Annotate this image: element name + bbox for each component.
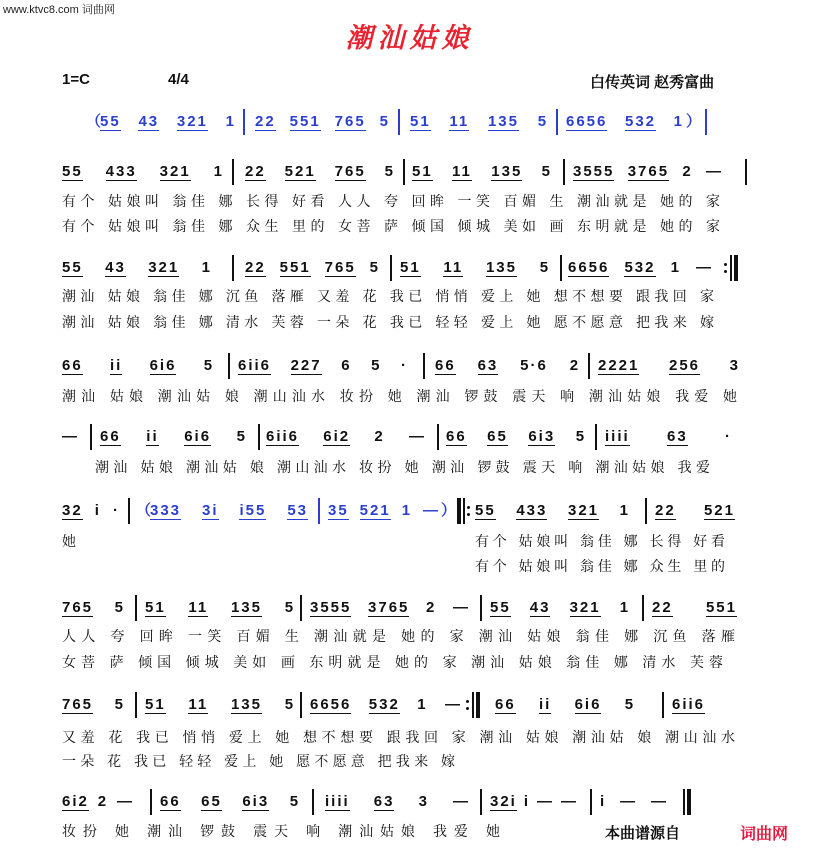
measure [255, 109, 390, 135]
barline [595, 424, 597, 450]
staff-row [0, 595, 819, 621]
note-group: 43 [138, 113, 160, 130]
note-group: 6i6 [184, 428, 212, 445]
note-group: 35 [328, 502, 349, 519]
note-group: 6i2 [62, 793, 89, 810]
note-group: 521 [284, 163, 316, 180]
barline [232, 255, 234, 281]
source-note: 本曲谱源自 [605, 825, 681, 842]
note-group: 433 [105, 163, 137, 180]
measure [62, 498, 120, 524]
barline [228, 353, 230, 379]
note-group: 66 [160, 793, 181, 810]
lyric-line-ending: 她 [62, 534, 76, 550]
staff-row [0, 353, 819, 379]
measure [495, 692, 635, 718]
note-group: 5 [371, 357, 382, 374]
note-group: 3555 [310, 599, 352, 616]
measure [62, 692, 125, 718]
note-group: 22 [652, 599, 673, 616]
lyric-line-verse1: 又羞 花 我已 悄悄 爱上 她 想不想要 跟我回 家 潮汕 姑娘 潮汕姑 娘 潮山汕水 [62, 730, 735, 746]
note-group: 2 [569, 357, 580, 374]
note-group: 6i3 [242, 793, 270, 810]
note-group: 321 [176, 113, 208, 130]
note-group: 1 [670, 259, 681, 276]
note-group: 55 [100, 113, 121, 130]
note-group: 433 [516, 502, 548, 519]
note-group: 6i3 [528, 428, 556, 445]
measure [600, 789, 668, 815]
repeat-start-sign [457, 498, 473, 524]
measure [245, 159, 395, 185]
measure [605, 424, 732, 450]
note-group: — [651, 793, 668, 810]
note-group: 5 [624, 696, 635, 713]
site-watermark: www.ktvc8.com 词曲网 [3, 4, 115, 16]
staff-row [0, 498, 819, 524]
note-group: 321 [568, 502, 600, 519]
measure [412, 159, 552, 185]
note-group: — [561, 793, 578, 810]
note-group: — [537, 793, 555, 810]
time-signature: 4/4 [168, 71, 189, 88]
measure [568, 255, 713, 281]
note-group: 5 [369, 259, 380, 276]
note-group: 333 [150, 502, 182, 519]
note-group: iiii [605, 428, 630, 445]
staff-row [0, 692, 819, 718]
barline [318, 498, 320, 524]
note-group: 22 [655, 502, 676, 519]
note-group: ii [109, 357, 123, 374]
note-group: 5 [203, 357, 214, 374]
note-group: 135 [485, 259, 517, 276]
note-group: 3765 [368, 599, 410, 616]
note-group: 1 [401, 502, 413, 519]
source-site-logo: 词曲网 [740, 826, 789, 843]
note-group: 1 [225, 113, 236, 130]
note-group: — [409, 428, 426, 445]
note-group: — [453, 793, 470, 810]
barline [135, 595, 137, 621]
note-group: 3i [202, 502, 219, 519]
note-group: 227 [290, 357, 322, 374]
barline [588, 353, 590, 379]
note-group: 6i2 [323, 428, 351, 445]
measure [400, 255, 550, 281]
barline [128, 498, 130, 524]
note-group: 3765 [627, 163, 670, 180]
close-paren: ） [686, 113, 702, 130]
note-group: 532 [368, 696, 400, 713]
note-group: 65 [487, 428, 508, 445]
note-group: 66 [446, 428, 467, 445]
key-signature: 1=C [62, 71, 90, 88]
note-group: 765 [334, 163, 366, 180]
lyric-line-verse1: 有个 姑娘叫 翁佳 娜 长得 好看 人人 夸 回眸 一笑 百媚 生 潮汕就是 她的 家 [62, 194, 720, 210]
note-group: — [620, 793, 638, 810]
barline [398, 109, 400, 135]
measure [490, 789, 578, 815]
final-barline [683, 789, 699, 815]
note-group: 6i6 [149, 357, 177, 374]
note-group: 66 [435, 357, 456, 374]
note-group: — [62, 428, 79, 445]
note-group: 63 [373, 793, 395, 810]
barline [243, 109, 245, 135]
note-group: 765 [334, 113, 366, 130]
note-group: 6656 [568, 259, 610, 276]
measure [310, 595, 470, 621]
barline [437, 424, 439, 450]
note-group: 2 [374, 428, 385, 445]
barline [705, 109, 707, 135]
note-group: 11 [188, 599, 209, 616]
barline [642, 595, 644, 621]
staff-row [0, 255, 819, 281]
barline [645, 498, 647, 524]
open-paren: （ [136, 502, 152, 519]
measure [100, 109, 236, 135]
measure [62, 255, 212, 281]
measure [62, 424, 82, 450]
measure [328, 498, 440, 524]
measure [410, 109, 548, 135]
note-group: 5 [114, 696, 125, 713]
note-group: 11 [449, 113, 470, 130]
measure [62, 159, 224, 185]
note-group: 51 [412, 163, 433, 180]
repeat-end-sign [724, 255, 740, 281]
note-group: i55 [239, 502, 267, 519]
note-group: 135 [230, 599, 262, 616]
note-group: 22 [255, 113, 276, 130]
barline [258, 424, 260, 450]
note-group: 1 [619, 599, 630, 616]
barline [390, 255, 392, 281]
note-group: i [523, 793, 531, 810]
note-group: · [401, 357, 408, 374]
measure [62, 595, 125, 621]
note-group: ii [538, 696, 552, 713]
note-group: 5 [537, 113, 548, 130]
note-group: 1 [673, 113, 684, 130]
note-group: 135 [487, 113, 519, 130]
note-group: 5 [539, 259, 550, 276]
lyric-line-verse1: 人人 夸 回眸 一笑 百媚 生 潮汕就是 她的 家 潮汕 姑娘 翁佳 娜 沉鱼 落雁 [62, 629, 735, 645]
note-group: 43 [529, 599, 551, 616]
measure [62, 353, 214, 379]
note-group: — [117, 793, 134, 810]
note-group: 532 [624, 259, 656, 276]
barline [403, 159, 405, 185]
close-paren: ） [441, 502, 457, 519]
note-group: 5·6 [520, 357, 548, 374]
note-group: 1 [417, 696, 428, 713]
note-group: 5 [575, 428, 586, 445]
measure [310, 692, 462, 718]
note-group: 765 [324, 259, 356, 276]
note-group: 321 [569, 599, 601, 616]
note-group: 22 [245, 163, 266, 180]
barline [300, 595, 302, 621]
barline [590, 789, 592, 815]
note-group: 22 [245, 259, 266, 276]
note-group: 55 [475, 502, 496, 519]
note-group: 5 [114, 599, 125, 616]
measure [490, 595, 630, 621]
note-group: 135 [230, 696, 262, 713]
note-group: 43 [105, 259, 126, 276]
note-group: 3 [418, 793, 429, 810]
note-group: 2221 [598, 357, 640, 374]
measure [573, 159, 723, 185]
lyric-line-verse2: 有个 姑娘叫 翁佳 娜 众生 里的 女菩 萨 倾国 倾城 美如 画 东明就是 她的 家 [62, 219, 720, 235]
note-group: · [113, 502, 120, 519]
note-group: 551 [289, 113, 321, 130]
measure [672, 692, 736, 718]
song-title: 潮汕姑娘 [345, 23, 474, 54]
measure [62, 789, 134, 815]
note-group: 5 [289, 793, 300, 810]
note-group: 53 [287, 502, 308, 519]
lyric-line-verse1: 有个 姑娘叫 翁佳 娜 长得 好看 [475, 534, 725, 550]
note-group: 6ii6 [266, 428, 300, 445]
note-group: 1 [213, 163, 224, 180]
lyric-line-verse2: 一朵 花 我已 轻轻 爱上 她 愿不愿意 把我来 嫁 [62, 754, 455, 770]
note-group: 6 [341, 357, 352, 374]
barline [480, 789, 482, 815]
note-group: 6656 [566, 113, 608, 130]
staff-row-intro [0, 109, 819, 135]
note-group: 2 [426, 599, 437, 616]
lyric-line-verse2: 潮汕 姑娘 翁佳 娜 清水 芙蓉 一朵 花 我已 轻轻 爱上 她 愿不愿意 把我来 嫁 [62, 315, 714, 331]
note-group: 256 [669, 357, 701, 374]
note-group: 51 [145, 696, 166, 713]
note-group: 6656 [310, 696, 352, 713]
lyric-line-verse1: 潮汕 姑娘 翁佳 娜 沉鱼 落雁 又羞 花 我已 悄悄 爱上 她 想不想要 跟我回 家 [62, 289, 714, 305]
barline [232, 159, 234, 185]
note-group: 55 [490, 599, 511, 616]
note-group: i [600, 793, 607, 810]
note-group: iiii [325, 793, 350, 810]
note-group: 65 [201, 793, 222, 810]
barline [300, 692, 302, 718]
measure [598, 353, 740, 379]
note-group: 66 [100, 428, 121, 445]
lyric-line-ending: 妆扮 她 潮汕 锣鼓 震天 响 潮汕姑娘 我爱 她 [62, 824, 500, 840]
barline [563, 159, 565, 185]
repeat-end-sign [466, 692, 482, 718]
note-group: 321 [148, 259, 180, 276]
note-group: i [94, 502, 101, 519]
measure [475, 498, 630, 524]
staff-row [0, 424, 819, 450]
note-group: 135 [491, 163, 523, 180]
note-group: — [445, 696, 462, 713]
note-group: 551 [279, 259, 311, 276]
note-group: 3555 [573, 163, 615, 180]
note-group: 55 [62, 163, 83, 180]
measure [266, 424, 426, 450]
note-group: — [706, 163, 723, 180]
note-group: 32 [62, 502, 83, 519]
open-paren: （ [86, 113, 102, 130]
note-group: 5 [284, 599, 295, 616]
barline [556, 109, 558, 135]
note-group: 5 [284, 696, 295, 713]
note-group: — [423, 502, 440, 519]
note-group: · [725, 428, 732, 445]
measure [435, 353, 580, 379]
note-group: 5 [541, 163, 552, 180]
measure [566, 109, 684, 135]
note-group: 66 [62, 357, 83, 374]
note-group: 521 [359, 502, 391, 519]
barline [662, 692, 664, 718]
measure [655, 498, 735, 524]
note-group: 321 [159, 163, 191, 180]
note-group: 1 [201, 259, 212, 276]
note-group: 3 [729, 357, 740, 374]
note-group: 5 [379, 113, 390, 130]
note-group: 11 [188, 696, 209, 713]
note-group: 532 [625, 113, 657, 130]
barline [150, 789, 152, 815]
note-group: 521 [703, 502, 735, 519]
measure [100, 424, 247, 450]
note-group: 11 [443, 259, 464, 276]
note-group: 63 [667, 428, 688, 445]
note-group: 6ii6 [672, 696, 706, 713]
lyric-line-chorus: 潮汕 姑娘 潮汕姑 娘 潮山汕水 妆扮 她 潮汕 锣鼓 震天 响 潮汕姑娘 我爱 [95, 460, 710, 476]
note-group: — [696, 259, 713, 276]
measure [245, 255, 380, 281]
note-group: 765 [62, 696, 94, 713]
note-group: 551 [705, 599, 737, 616]
barline [423, 353, 425, 379]
credits: 白传英词 赵秀富曲 [590, 74, 715, 91]
barline [745, 159, 747, 185]
lyric-line-chorus: 潮汕 姑娘 潮汕姑 娘 潮山汕水 妆扮 她 潮汕 锣鼓 震天 响 潮汕姑娘 我爱 她 [62, 389, 737, 405]
measure [238, 353, 408, 379]
note-group: 5 [236, 428, 247, 445]
lyric-line-verse2: 女菩 萨 倾国 倾城 美如 画 东明就是 她的 家 潮汕 姑娘 翁佳 娜 清水 芙蓉 [62, 655, 723, 671]
note-group: 2 [682, 163, 693, 180]
barline [135, 692, 137, 718]
measure [446, 424, 586, 450]
note-group: 51 [400, 259, 421, 276]
measure [652, 595, 737, 621]
note-group: — [453, 599, 470, 616]
barline [90, 424, 92, 450]
barline [560, 255, 562, 281]
staff-row [0, 789, 819, 815]
note-group: 51 [145, 599, 166, 616]
note-group: 2 [97, 793, 109, 810]
note-group: 5 [384, 163, 395, 180]
note-group: 6ii6 [238, 357, 272, 374]
measure [145, 692, 295, 718]
note-group: 55 [62, 259, 83, 276]
note-group: 66 [495, 696, 516, 713]
lyric-line-verse2: 有个 姑娘叫 翁佳 娜 众生 里的 [475, 559, 725, 575]
note-group: 32i [490, 793, 517, 810]
barline [480, 595, 482, 621]
note-group: 11 [452, 163, 472, 180]
note-group: 6i6 [574, 696, 602, 713]
note-group: 51 [410, 113, 431, 130]
note-group: 1 [619, 502, 630, 519]
barline [312, 789, 314, 815]
measure [325, 789, 470, 815]
staff-row [0, 159, 819, 185]
measure [160, 789, 300, 815]
note-group: 63 [477, 357, 499, 374]
measure [145, 595, 295, 621]
note-group: 765 [62, 599, 94, 616]
measure [150, 498, 308, 524]
note-group: ii [146, 428, 159, 445]
